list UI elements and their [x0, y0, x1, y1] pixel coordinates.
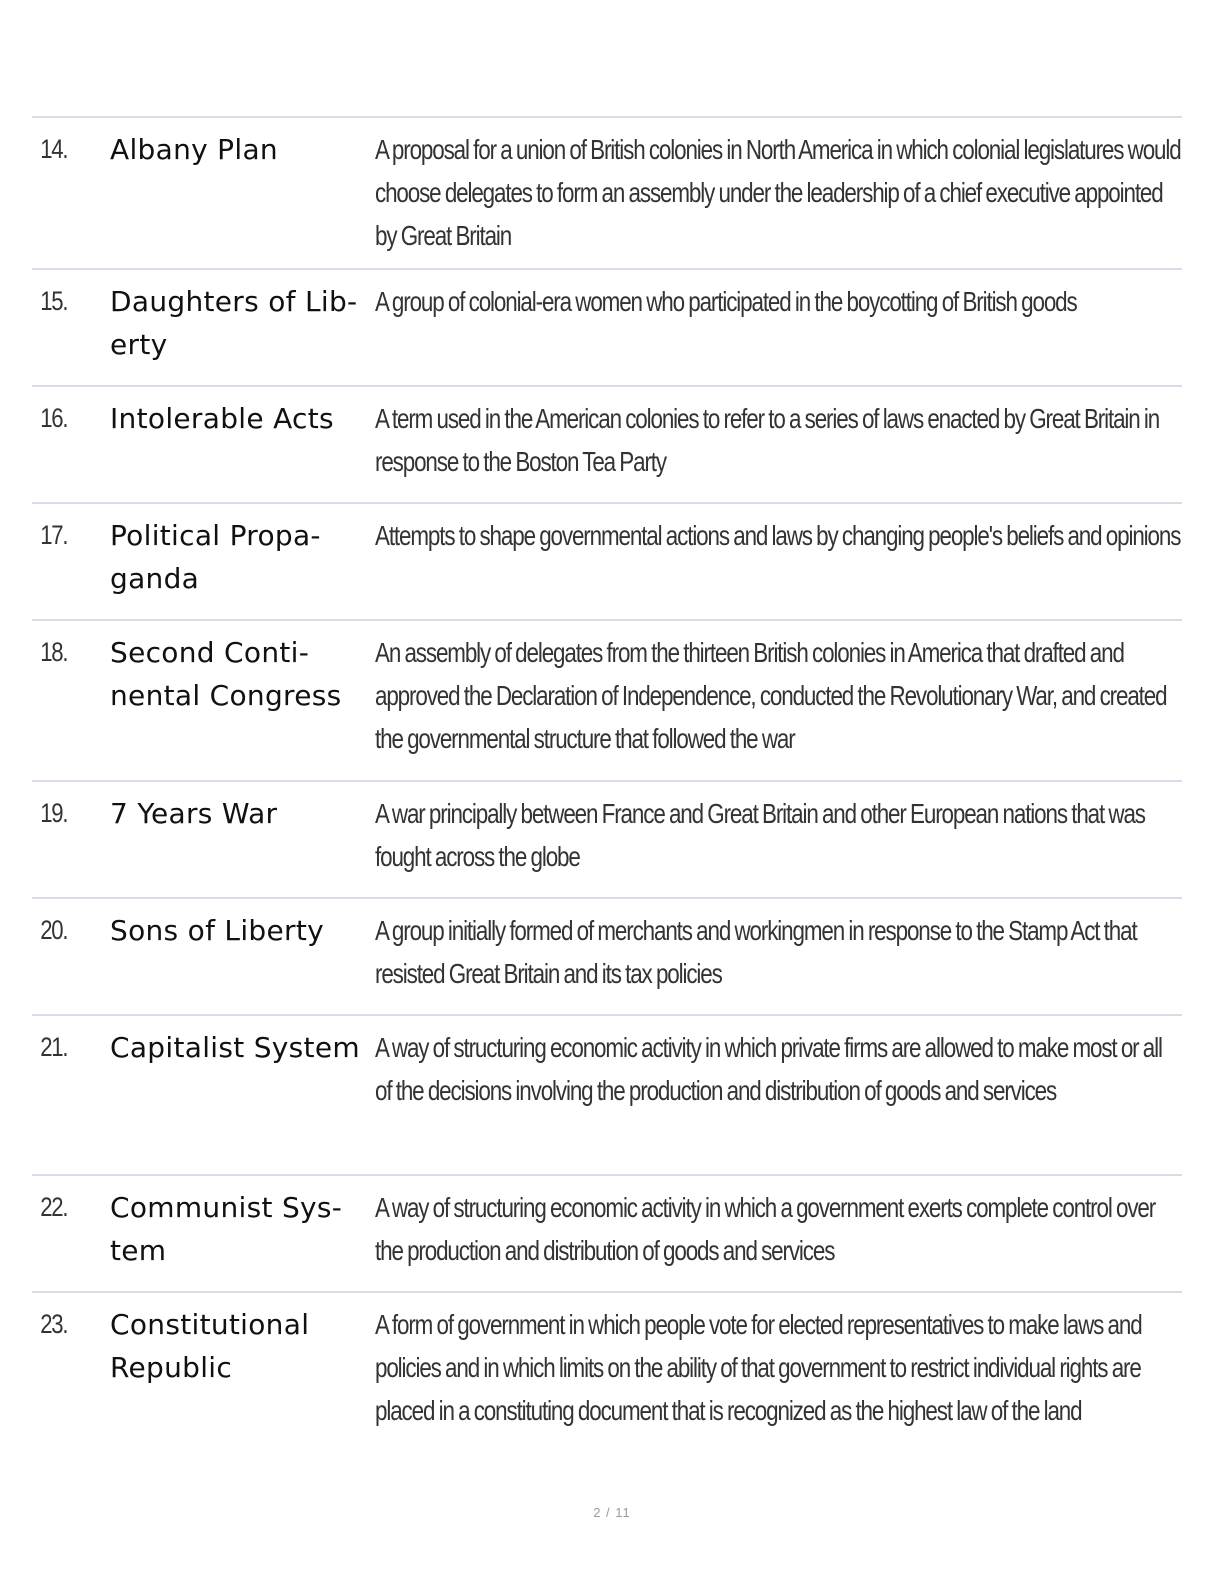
glossary-entry [32, 621, 1182, 782]
entry-definition [375, 1186, 1182, 1272]
entry-number: 15. [40, 286, 68, 316]
glossary-entry [32, 504, 1182, 621]
entry-term: Capitalist System [110, 1031, 360, 1064]
entry-term: Albany Plan [110, 133, 278, 166]
glossary-entry [32, 899, 1182, 1016]
entry-definition-text: A group of colonial-era women who participated in the boycotting of British goods [375, 286, 1077, 317]
entry-definition-text: A way of structuring economic activity in which private firms are allowed to make most or all of the decisions involving the production and distribution of goods and services [375, 1032, 1162, 1106]
entry-number: 17. [40, 520, 68, 550]
page-indicator: 2 / 11 [593, 1505, 631, 1520]
glossary-entry [32, 1293, 1182, 1478]
entry-definition [375, 909, 1182, 995]
entry-definition-text: Attempts to shape governmental actions and laws by changing people's beliefs and opinions [375, 520, 1181, 551]
entry-definition-text: A group initially formed of merchants and workingmen in response to the Stamp Act that resisted Great Britain and its tax policies [375, 915, 1137, 989]
entry-number: 23. [40, 1309, 68, 1339]
entry-definition-text: An assembly of delegates from the thirteen British colonies in America that drafted and approved the Declaration of Independence, conducted the Revolutionary War, and created the governmental structure that followed the war [375, 637, 1167, 754]
entry-number: 18. [40, 637, 68, 667]
entry-definition-text: A war principally between France and Great Britain and other European nations that was fought across the globe [375, 798, 1145, 872]
entry-definition-text: A term used in the American colonies to refer to a series of laws enacted by Great Britain in response to the Boston Tea Party [375, 403, 1160, 477]
entry-definition [375, 397, 1182, 483]
entry-number: 20. [40, 915, 68, 945]
entry-term: Constitutional Republic [110, 1308, 310, 1384]
entry-term: Second Conti- nental Congress [110, 636, 342, 712]
glossary-entry [32, 387, 1182, 504]
entry-number: 14. [40, 134, 68, 164]
entry-number: 22. [40, 1192, 68, 1222]
entry-definition-text: A proposal for a union of British colonies in North America in which colonial legislatures would choose delegates to form an assembly under the leadership of a chief executive appointed by Great Britain [375, 134, 1181, 251]
glossary-entry [32, 1176, 1182, 1293]
entry-term: 7 Years War [110, 797, 278, 830]
glossary-entry [32, 118, 1182, 270]
glossary-table [32, 116, 1182, 1478]
glossary-entry [32, 270, 1182, 387]
entry-term: Intolerable Acts [110, 402, 334, 435]
entry-term: Political Propa- ganda [110, 519, 321, 595]
entry-number: 19. [40, 798, 68, 828]
entry-definition [375, 1026, 1182, 1112]
entry-term: Sons of Liberty [110, 914, 324, 947]
entry-definition [375, 514, 1182, 557]
entry-definition [375, 792, 1182, 878]
entry-definition [375, 128, 1182, 257]
glossary-entry [32, 782, 1182, 899]
entry-term: Daughters of Lib- erty [110, 285, 358, 361]
glossary-entry [32, 1016, 1182, 1176]
entry-definition-text: A way of structuring economic activity in which a government exerts complete control over the production and distribution of goods and services [375, 1192, 1156, 1266]
entry-definition [375, 1303, 1182, 1432]
entry-definition-text: A form of government in which people vote for elected representatives to make laws and policies and in which limits on the ability of that government to restrict individual rights are placed in a constituting document that is recognized as the highest law of the land [375, 1309, 1142, 1426]
entry-number: 16. [40, 403, 68, 433]
entry-definition [375, 631, 1182, 760]
entry-number: 21. [40, 1032, 68, 1062]
entry-definition [375, 280, 1182, 323]
entry-term: Communist Sys- tem [110, 1191, 343, 1267]
